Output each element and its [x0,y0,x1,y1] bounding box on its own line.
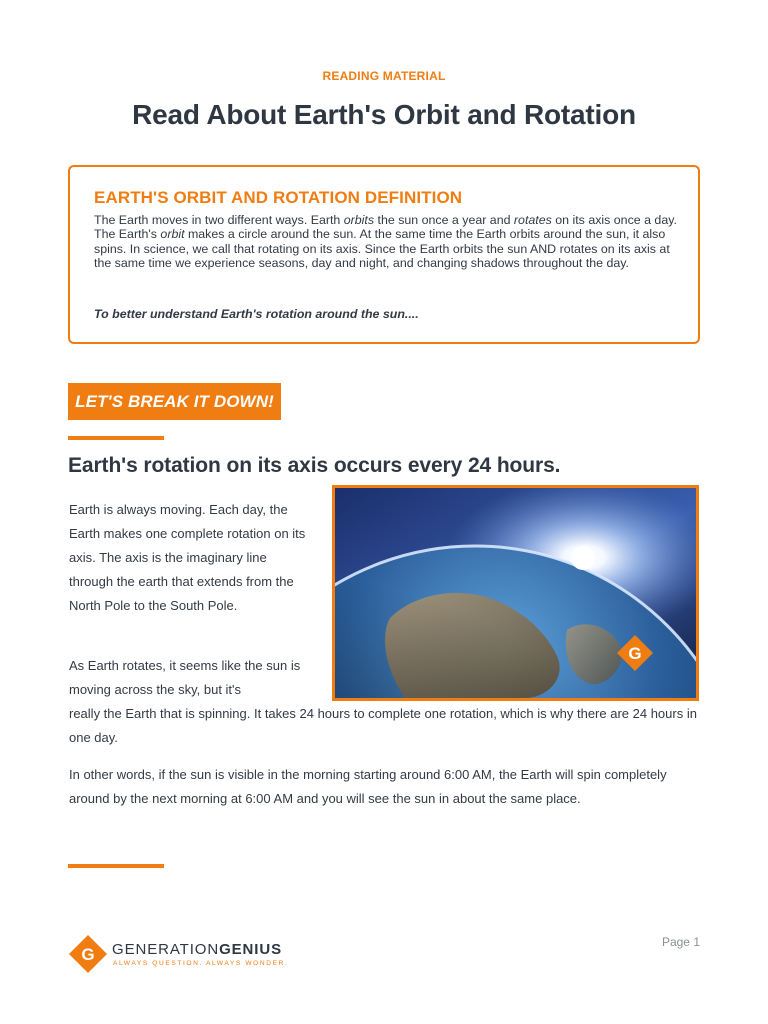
svg-text:G: G [628,644,642,663]
brand-name-bold: GENIUS [219,941,282,958]
section-heading: Earth's rotation on its axis occurs every 24 hours. [68,454,561,477]
svg-text:G: G [81,945,95,964]
generation-genius-logo-icon [68,934,108,974]
eyebrow-label: READING MATERIAL [322,69,446,83]
definition-lead: To better understand Earth's rotation around the sun.... [94,307,419,321]
rotates-term: rotates [513,213,552,227]
definition-heading: EARTH'S ORBIT AND ROTATION DEFINITION [94,188,463,207]
definition-body [94,213,678,271]
definition-box [68,165,700,344]
definition-text: on its axis once a day. The Earth's [94,213,677,242]
brand-name-light: GENERATION [112,941,220,958]
divider-rule [68,436,164,440]
brand-name [112,941,282,958]
orbit-term: orbit [160,227,185,242]
divider-rule [68,864,164,868]
earth-illustration [335,488,696,698]
paragraph-example: In other words, if the sun is visible in the morning starting around 6:00 AM, the Earth will spin completely around by the next morning at 6:00 AM and you will see the sun in about the same place. [69,767,667,806]
definition-text: makes a circle around the sun. At the same time the Earth orbits around the sun, it also spins. In science, we call that rotating on its axis. Since the Earth orbits the sun AND rotates on its axis at the same time we experience seasons, day and night, and changing shadows throughout the day. [94,227,670,271]
paragraph-sun-movement: As Earth rotates, it seems like the sun is moving across the sky, but it's [69,658,301,697]
orbits-term: orbits [343,213,375,227]
paragraph-rotation: Earth is always moving. Each day, the Earth makes one complete rotation on its axis. The axis is the imaginary line through the earth that extends from the North Pole to the South Pole. [69,502,306,613]
paragraph-sun-movement-continued: really the Earth that is spinning. It takes 24 hours to complete one rotation, which is why there are 24 hours in one day. [69,706,697,745]
page-title: Read About Earth's Orbit and Rotation [132,99,636,130]
definition-text: The Earth moves in two different ways. Earth [94,213,344,227]
earth-image [332,485,699,701]
definition-text: the sun once a year and [374,213,514,227]
sun-flare [571,546,595,570]
page-number: Page 1 [661,935,700,949]
brand-tagline: ALWAYS QUESTION. ALWAYS WONDER. [113,960,289,967]
break-it-down-banner: LET'S BREAK IT DOWN! [68,383,281,420]
